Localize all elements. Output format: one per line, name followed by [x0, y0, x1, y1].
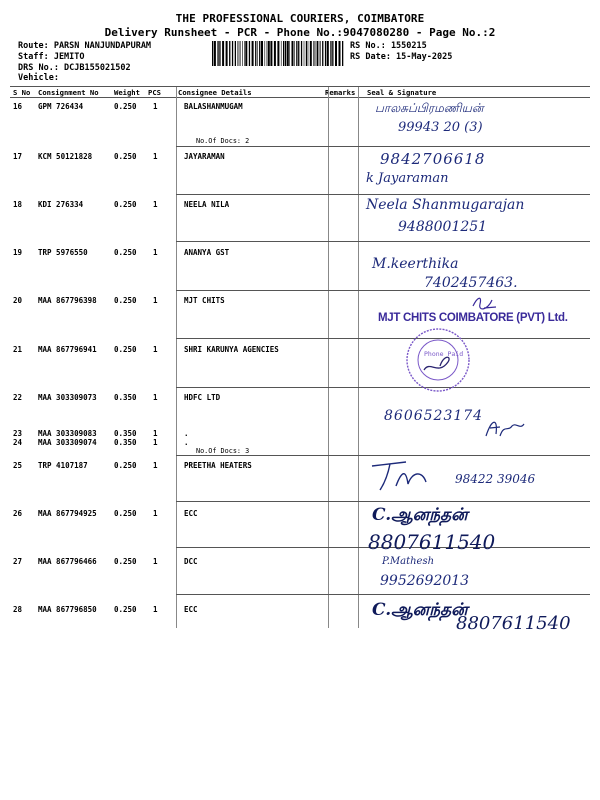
row-sep — [176, 338, 590, 339]
row-consignment: MAA 867794925 — [38, 509, 97, 518]
row-consignment: KCM 50121828 — [38, 152, 93, 161]
col-sno: S No — [13, 88, 31, 97]
row-sno: 20 — [13, 296, 23, 305]
row-sep — [176, 387, 590, 388]
signature-28-name: C.ஆனந்தன் — [372, 600, 468, 620]
rs-date: RS Date: 15-May-2025 — [350, 52, 453, 62]
row-consignee: SHRI KARUNYA AGENCIES — [184, 345, 279, 354]
row-sep — [176, 594, 590, 595]
route-label: Route: PARSN NANJUNDAPURAM — [18, 41, 152, 51]
signature-28-phone: 8807611540 — [456, 613, 571, 634]
row-sep — [176, 501, 590, 502]
signature-17-phone: 9842706618 — [380, 150, 486, 168]
row-consignment: MAA 303309083 — [38, 429, 97, 438]
row-pcs: 1 — [153, 605, 158, 614]
row-consignee: ECC — [184, 509, 198, 518]
row-consignee: MJT CHITS — [184, 296, 225, 305]
signature-22-phone: 8606523174 — [384, 408, 484, 424]
col-seal-signature: Seal & Signature — [367, 88, 437, 97]
row-pcs: 1 — [153, 393, 158, 402]
row-pcs: 1 — [153, 296, 158, 305]
rs-number: RS No.: 1550215 — [350, 41, 427, 51]
row-sno: 17 — [13, 152, 23, 161]
row-consignment: MAA 867796850 — [38, 605, 97, 614]
row-weight: 0.250 — [114, 248, 137, 257]
row-pcs: 1 — [153, 429, 158, 438]
signature-26-phone: 8807611540 — [368, 530, 496, 554]
signature-19-name: M.keerthika — [372, 256, 459, 272]
row-sno: 19 — [13, 248, 23, 257]
signature-20-scribble — [470, 292, 500, 314]
row-sno: 24 — [13, 438, 23, 447]
row-sno: 16 — [13, 102, 23, 111]
round-seal-icon — [404, 326, 472, 394]
row-pcs: 1 — [153, 102, 158, 111]
header-rule-top — [10, 86, 590, 87]
row-consignee: NEELA NILA — [184, 200, 230, 209]
row-consignee: HDFC LTD — [184, 393, 221, 402]
row-weight: 0.250 — [114, 102, 137, 111]
row-consignment: MAA 303309074 — [38, 438, 97, 447]
row-weight: 0.250 — [114, 461, 137, 470]
signature-27-name: P.Mathesh — [382, 556, 435, 567]
signature-18-phone: 9488001251 — [398, 219, 488, 235]
row-sno: 22 — [13, 393, 23, 402]
signature-16-name: பாலசுப்பிரமணியன் — [375, 101, 484, 115]
row-consignment: MAA 867796941 — [38, 345, 97, 354]
signature-22-scribble — [482, 414, 528, 442]
row-weight: 0.350 — [114, 438, 137, 447]
row-sno: 23 — [13, 429, 23, 438]
row-consignee: JAYARAMAN — [184, 152, 225, 161]
signature-17-name: k Jayaraman — [366, 171, 449, 186]
signature-26-name: C.ஆனந்தன் — [372, 505, 468, 525]
col-weight: Weight — [114, 88, 140, 97]
seal-text: Phone Paid — [424, 350, 464, 358]
row-docs-note: No.Of Docs: 3 — [196, 447, 250, 455]
row-consignment: MAA 303309073 — [38, 393, 97, 402]
row-pcs: 1 — [153, 557, 158, 566]
row-sep — [176, 290, 590, 291]
signature-27-phone: 9952692013 — [380, 573, 470, 589]
row-consignment: TRP 5976550 — [38, 248, 88, 257]
row-pcs: 1 — [153, 248, 158, 257]
row-consignee: ECC — [184, 605, 198, 614]
row-sno: 28 — [13, 605, 23, 614]
row-sep — [176, 241, 590, 242]
header-rule-bottom — [10, 97, 590, 98]
row-weight: 0.250 — [114, 509, 137, 518]
row-consignment: GPM 726434 — [38, 102, 84, 111]
row-pcs: 1 — [153, 461, 158, 470]
col-consignment: Consignment No — [38, 88, 99, 97]
vehicle-label: Vehicle: — [18, 73, 59, 83]
signature-16-phone: 99943 20 (3) — [398, 120, 483, 135]
row-consignment: MAA 867796466 — [38, 557, 97, 566]
row-sno: 25 — [13, 461, 23, 470]
row-weight: 0.250 — [114, 152, 137, 161]
row-consignment: KDI 276334 — [38, 200, 84, 209]
col-remarks: Remarks — [325, 88, 356, 97]
row-docs-note: No.Of Docs: 2 — [196, 137, 250, 145]
row-weight: 0.250 — [114, 557, 137, 566]
row-sno: 26 — [13, 509, 23, 518]
row-sep — [176, 194, 590, 195]
drs-number: DRS No.: DCJB155021502 — [18, 63, 131, 73]
row-consignee: DCC — [184, 557, 198, 566]
row-consignee: ANANYA GST — [184, 248, 230, 257]
row-weight: 0.250 — [114, 200, 137, 209]
row-pcs: 1 — [153, 509, 158, 518]
row-weight: 0.350 — [114, 429, 137, 438]
row-consignee: . — [184, 438, 189, 447]
row-pcs: 1 — [153, 200, 158, 209]
row-sno: 21 — [13, 345, 23, 354]
row-pcs: 1 — [153, 438, 158, 447]
row-consignee: PREETHA HEATERS — [184, 461, 252, 470]
company-stamp: MJT CHITS COIMBATORE (PVT) Ltd. — [378, 312, 568, 324]
signature-25-phone: 98422 39046 — [455, 472, 536, 486]
row-consignee: . — [184, 429, 189, 438]
company-title: THE PROFESSIONAL COURIERS, COIMBATORE — [175, 12, 425, 25]
signature-25-scribble — [366, 456, 446, 496]
runsheet-subtitle: Delivery Runsheet - PCR - Phone No.:9047080280 - Page No.:2 — [104, 26, 496, 39]
row-sno: 27 — [13, 557, 23, 566]
signature-18-name: Neela Shanmugarajan — [366, 197, 525, 213]
row-pcs: 1 — [153, 345, 158, 354]
signature-19-phone: 7402457463. — [424, 275, 518, 291]
row-weight: 0.250 — [114, 605, 137, 614]
row-pcs: 1 — [153, 152, 158, 161]
row-consignment: MAA 867796398 — [38, 296, 97, 305]
row-consignment: TRP 4107187 — [38, 461, 88, 470]
col-pcs: PCS — [148, 88, 161, 97]
barcode-image — [212, 41, 344, 66]
row-weight: 0.250 — [114, 296, 137, 305]
col-consignee: Consignee Details — [178, 88, 252, 97]
row-sno: 18 — [13, 200, 23, 209]
row-consignee: BALASHANMUGAM — [184, 102, 243, 111]
row-weight: 0.250 — [114, 345, 137, 354]
staff-label: Staff: JEMITO — [18, 52, 85, 62]
row-sep — [176, 146, 590, 147]
row-weight: 0.350 — [114, 393, 137, 402]
